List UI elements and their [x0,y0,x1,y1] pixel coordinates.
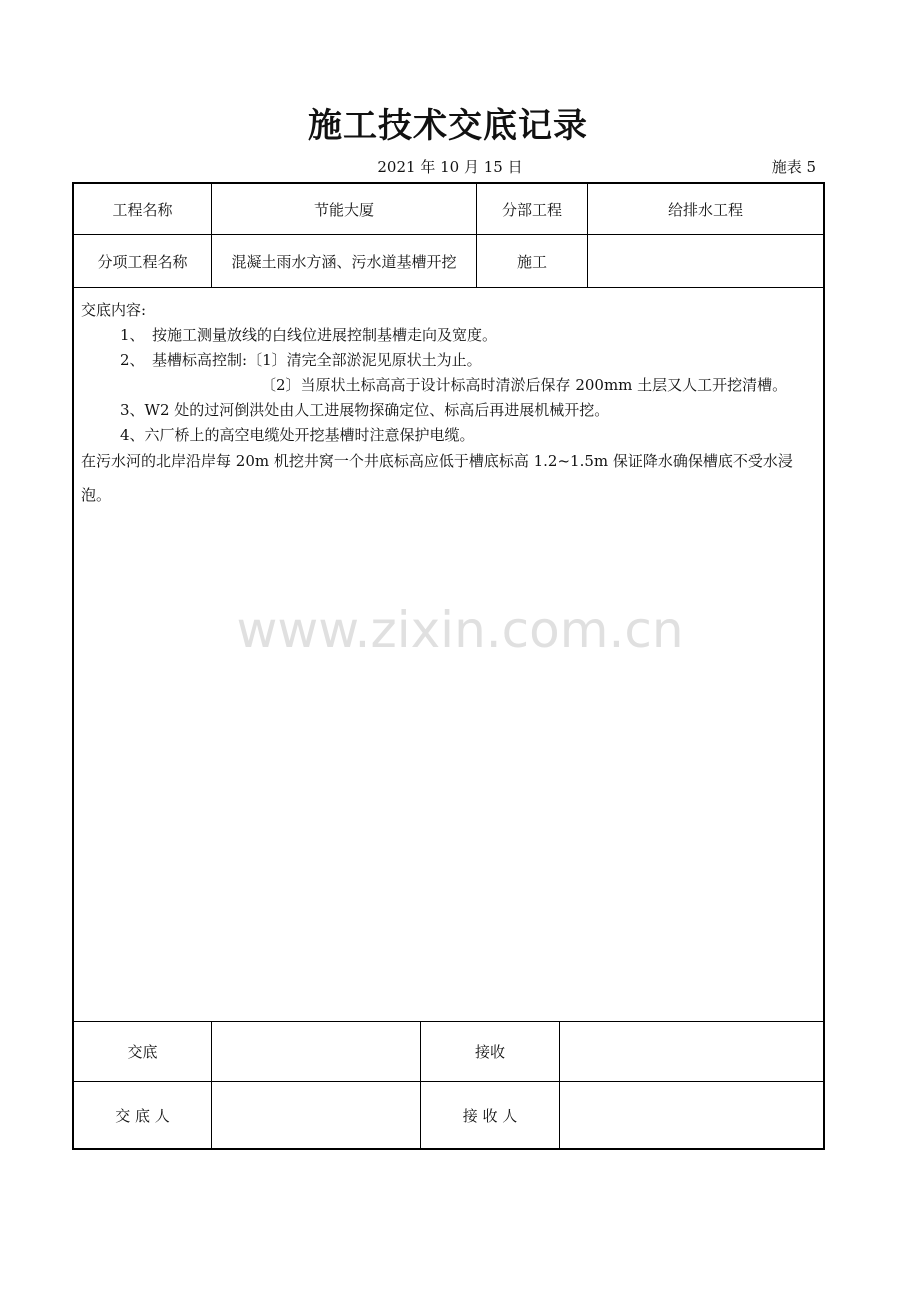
subitem-value: 混凝土雨水方涵、污水道基槽开挖 [231,252,457,271]
content-line-5: 4、六厂桥上的高空电缆处开挖基槽时注意保护电缆。 [120,426,475,444]
subitem-label: 分项工程名称 [97,252,188,271]
content-line-1: 1、 按施工测量放线的白线位进展控制基槽走向及宽度。 [120,326,498,344]
receive-person-label: 接 收 人 [462,1106,518,1125]
division-value: 给排水工程 [667,200,743,219]
receive-person-value [560,1082,823,1148]
construction-value [588,235,823,287]
project-name-value: 节能大厦 [313,200,374,219]
record-table [72,182,825,1150]
receive-value [560,1022,823,1081]
receive-label: 接收 [474,1043,505,1061]
document-title: 施工技术交底记录 [308,106,588,146]
watermark: www.zixin.com.cn [236,601,684,659]
project-name-label: 工程名称 [112,200,173,219]
handover-person-value [212,1082,420,1148]
content-heading: 交底内容: [81,301,147,319]
handover-value [212,1022,420,1081]
construction-label: 施工 [516,252,547,271]
handover-content [81,298,819,512]
content-paragraph: 在污水河的北岸沿岸每 20m 机挖井窝一个井底标高应低于槽底标高 1.2~1.5m 保证降水确保槽底不受水浸泡。 [81,452,793,504]
document-date: 2021 年 10 月 15 日 [377,158,523,176]
content-line-2: 2、 基槽标高控制:〔1〕清完全部淤泥见原状土为止。 [120,351,482,369]
content-line-3: 〔2〕当原状土标高高于设计标高时清淤后保存 200mm 土层又人工开挖清槽。 [261,376,788,394]
content-line-4: 3、W2 处的过河倒洪处由人工进展物探确定位、标高后再进展机械开挖。 [120,401,610,419]
form-number: 施表 5 [771,158,816,176]
handover-person-label: 交 底 人 [115,1106,170,1125]
row-divider [74,287,823,288]
division-label: 分部工程 [501,200,562,219]
handover-label: 交底 [127,1043,158,1061]
